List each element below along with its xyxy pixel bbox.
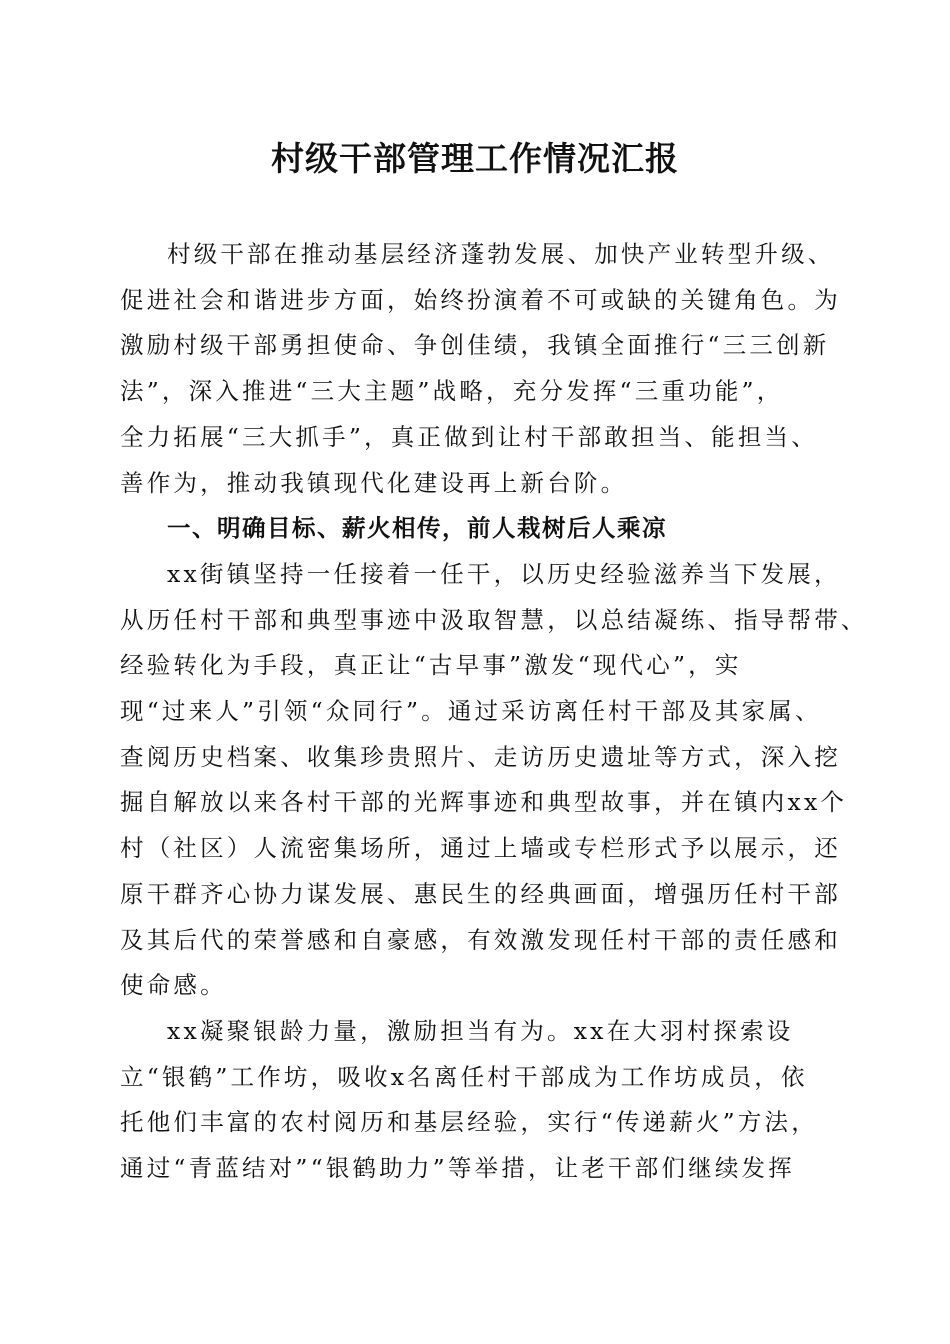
- text-line: xx街镇坚持一任接着一任干，以历史经验滋养当下发展，: [167, 559, 841, 588]
- text-line: 法”，深入推进“三大主题”战略，充分发挥“三重功能”，: [120, 377, 784, 406]
- text-line: 使命感。: [120, 971, 227, 1000]
- text-line: 善作为，推动我镇现代化建设再上新台阶。: [120, 468, 628, 497]
- text-line: 托他们丰富的农村阅历和基层经验，实行“传递薪火”方法，: [120, 1108, 818, 1137]
- text-line: 掘自解放以来各村干部的光辉事迹和典型故事，并在镇内xx个: [120, 788, 848, 817]
- text-line: 立“银鹤”工作坊，吸收x名离任村干部成为工作坊成员，依: [120, 1062, 808, 1091]
- document-title: 村级干部管理工作情况汇报: [271, 139, 679, 178]
- intro-paragraph: [120, 232, 841, 506]
- text-line: 从历任村干部和典型事迹中汲取智慧，以总结凝练、指导帮带、: [120, 605, 868, 634]
- text-line: 全力拓展“三大抓手”，真正做到让村干部敢担当、能担当、: [120, 422, 818, 451]
- text-line: xx凝聚银龄力量，激励担当有为。xx在大羽村探索设: [167, 1016, 794, 1045]
- text-line: 原干群齐心协力谋发展、惠民生的经典画面，增强历任村干部: [120, 879, 841, 908]
- text-line: 激励村级干部勇担使命、争创佳绩，我镇全面推行“三三创新: [120, 331, 830, 360]
- section1-paragraph-1: [120, 552, 868, 1009]
- text-line: 现“过来人”引领“众同行”。通过采访离任村干部及其家属、: [120, 697, 822, 726]
- text-line: 经验转化为手段，真正让“古早事”激发“现代心”，实: [120, 651, 742, 680]
- text-line: 村（社区）人流密集场所，通过上墙或专栏形式予以展示，还: [120, 834, 841, 863]
- section1-paragraph-2: [120, 1009, 832, 1192]
- document-body: [120, 232, 868, 1192]
- text-line: 及其后代的荣誉感和自豪感，有效激发现任村干部的责任感和: [120, 925, 841, 954]
- text-line: 促进社会和谐进步方面，始终扮演着不可或缺的关键角色。为: [120, 285, 841, 314]
- text-line: 村级干部在推动基层经济蓬勃发展、加快产业转型升级、: [167, 240, 835, 268]
- text-line: 查阅历史档案、收集珍贵照片、走访历史遗址等方式，深入挖: [120, 742, 841, 771]
- section-heading: 一、明确目标、薪火相传，前人栽树后人乘凉: [167, 514, 667, 543]
- text-line: 通过“青蓝结对”“银鹤助力”等举措，让老干部们继续发挥: [120, 1154, 795, 1183]
